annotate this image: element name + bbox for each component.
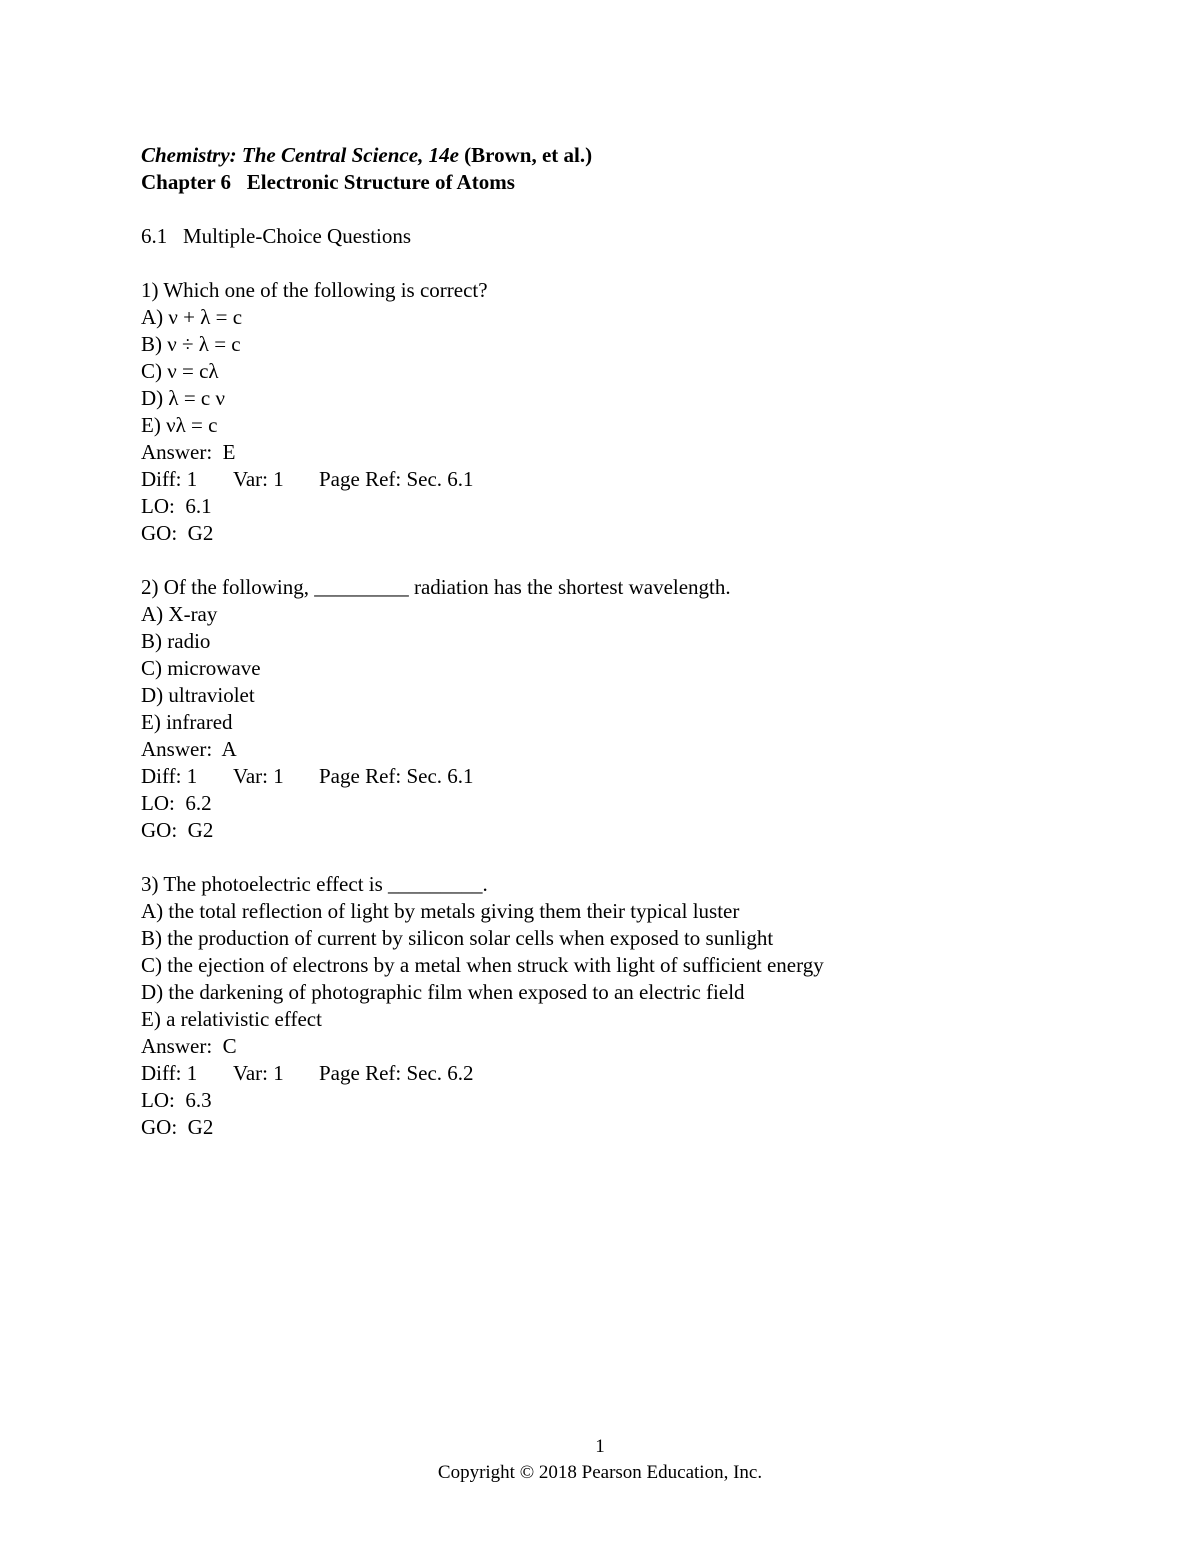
chapter-heading (141, 169, 1041, 196)
section-heading (141, 223, 1041, 250)
difficulty: Diff: 1 (141, 1061, 198, 1085)
answer: Answer: E (141, 440, 236, 464)
variant: Var: 1 (233, 467, 284, 491)
book-header (141, 142, 1041, 169)
option-b: B) the production of current by silicon solar cells when exposed to sunlight (141, 926, 774, 950)
option-e: E) νλ = c (141, 413, 218, 437)
question-stem: 2) Of the following, _________ radiation has the shortest wavelength. (141, 575, 731, 599)
chapter-title: Electronic Structure of Atoms (246, 170, 515, 194)
learning-objective: LO: 6.3 (141, 1088, 212, 1112)
variant: Var: 1 (233, 764, 284, 788)
option-c: C) the ejection of electrons by a metal when struck with light of sufficient energy (141, 953, 824, 977)
option-d: D) the darkening of photographic film when exposed to an electric field (141, 980, 745, 1004)
difficulty: Diff: 1 (141, 764, 198, 788)
question-stem: 1) Which one of the following is correct? (141, 278, 488, 302)
difficulty: Diff: 1 (141, 467, 198, 491)
question-stem: 3) The photoelectric effect is _________. (141, 872, 488, 896)
option-a: A) the total reflection of light by metals giving them their typical luster (141, 899, 740, 923)
page-ref: Page Ref: Sec. 6.1 (319, 764, 474, 788)
page-ref: Page Ref: Sec. 6.1 (319, 467, 474, 491)
answer: Answer: C (141, 1034, 237, 1058)
meta-row (141, 763, 1041, 790)
book-authors: (Brown, et al.) (458, 143, 593, 167)
option-b: B) radio (141, 629, 211, 653)
option-e: E) infrared (141, 710, 233, 734)
meta-row (141, 1060, 1041, 1087)
option-e: E) a relativistic effect (141, 1007, 322, 1031)
learning-objective: LO: 6.1 (141, 494, 212, 518)
option-a: A) ν + λ = c (141, 305, 243, 329)
variant: Var: 1 (233, 1061, 284, 1085)
option-c: C) ν = cλ (141, 359, 219, 383)
option-a: A) X-ray (141, 602, 218, 626)
option-c: C) microwave (141, 656, 261, 680)
page-ref: Page Ref: Sec. 6.2 (319, 1061, 474, 1085)
global-outcome: GO: G2 (141, 818, 214, 842)
option-b: B) ν ÷ λ = c (141, 332, 241, 356)
meta-row (141, 466, 1041, 493)
section-number: 6.1 (141, 224, 168, 248)
global-outcome: GO: G2 (141, 521, 214, 545)
document-body (141, 142, 1041, 1141)
global-outcome: GO: G2 (141, 1115, 214, 1139)
answer: Answer: A (141, 737, 237, 761)
question-2 (141, 574, 1041, 844)
section-title: Multiple-Choice Questions (183, 224, 412, 248)
page-number: 1 (595, 1436, 605, 1457)
copyright-notice: Copyright © 2018 Pearson Education, Inc. (437, 1462, 763, 1483)
chapter-label: Chapter 6 (141, 170, 232, 194)
question-3 (141, 871, 1041, 1141)
learning-objective: LO: 6.2 (141, 791, 212, 815)
question-1 (141, 277, 1041, 547)
book-title: Chemistry: The Central Science, 14e (141, 143, 459, 167)
option-d: D) λ = c ν (141, 386, 225, 410)
option-d: D) ultraviolet (141, 683, 255, 707)
